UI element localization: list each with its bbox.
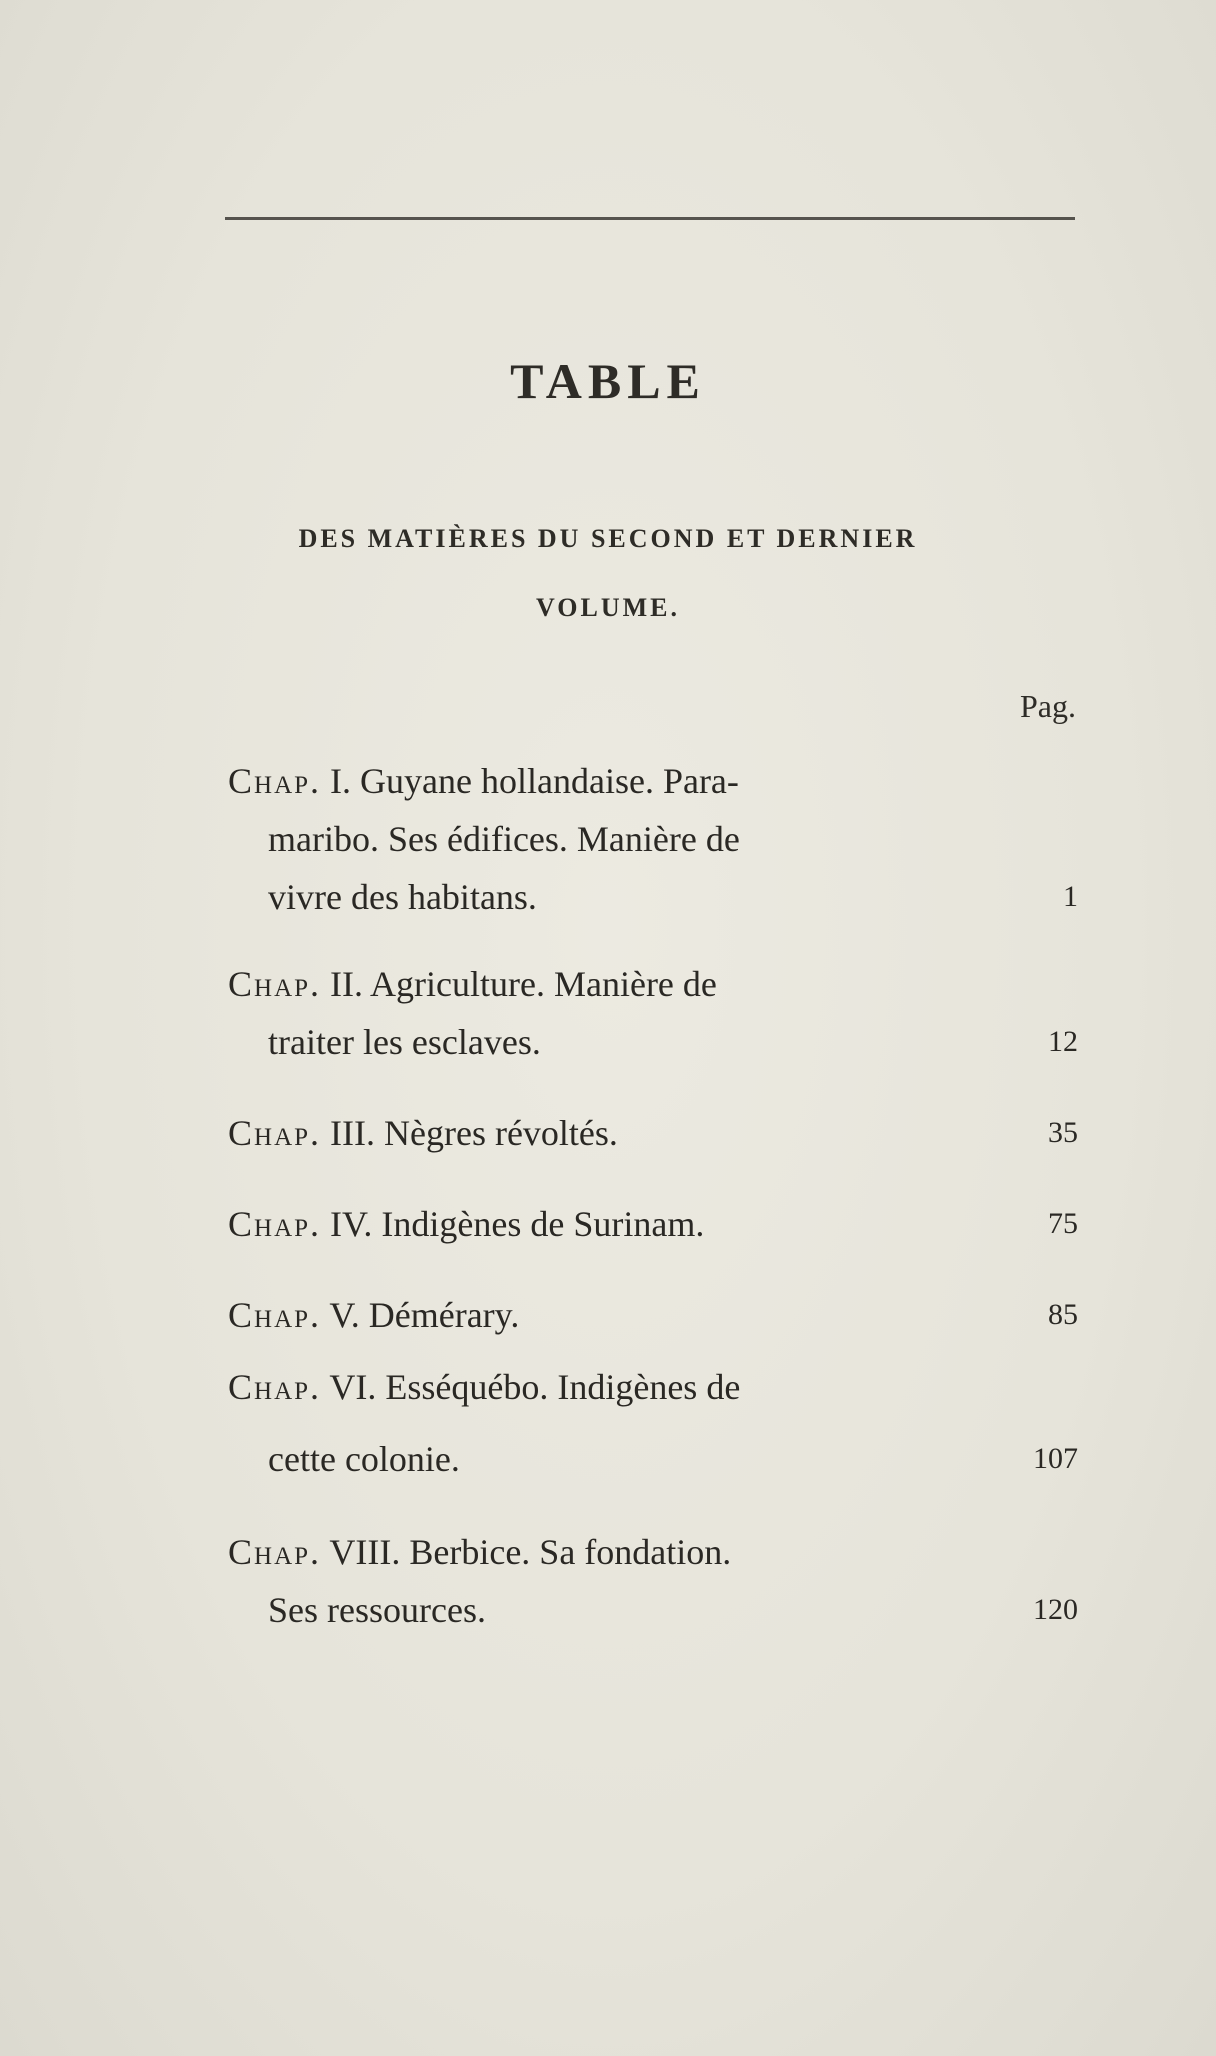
page-number: 1 (1063, 880, 1078, 913)
page-number: 35 (1048, 1116, 1078, 1149)
toc-entry-first-line (228, 1286, 1078, 1344)
chapter-numeral: V. (329, 1295, 360, 1335)
toc-entry (228, 1104, 1078, 1162)
chapter-label: Chap. (228, 1295, 322, 1335)
page-column-label: Pag. (1020, 688, 1076, 724)
toc-entry (228, 1358, 1078, 1488)
chapter-title-line: maribo. Ses édifices. Manière de (268, 819, 740, 859)
chapter-title-line: traiter les esclaves. (268, 1022, 541, 1062)
subtitle-line-2: VOLUME. (536, 593, 680, 622)
toc-entry (228, 752, 1078, 926)
page-number: 75 (1048, 1207, 1078, 1240)
toc-entry-first-line (228, 1358, 1078, 1416)
toc-entry (228, 1523, 1078, 1639)
page-title: TABLE (510, 353, 706, 409)
chapter-title-line: Esséquébo. Indigènes de (385, 1367, 741, 1407)
chapter-title-line: cette colonie. (268, 1439, 460, 1479)
chapter-numeral: II. (330, 964, 364, 1004)
toc-entry-first-line (228, 1104, 1078, 1162)
toc-entry-first-line (228, 752, 1078, 810)
chapter-numeral: IV. (330, 1204, 373, 1244)
chapter-numeral: VIII. (329, 1532, 401, 1572)
chapter-title-line: Démérary. (368, 1295, 520, 1335)
chapter-label: Chap. (228, 964, 322, 1004)
chapter-title-line: vivre des habitans. (268, 877, 537, 917)
top-rule (225, 217, 1075, 220)
page-number: 85 (1048, 1298, 1078, 1331)
toc-entry-first-line (228, 1523, 1078, 1581)
chapter-label: Chap. (228, 1204, 322, 1244)
subtitle-line-1: DES MATIÈRES DU SECOND ET DERNIER (298, 524, 918, 553)
chapter-label: Chap. (228, 1367, 322, 1407)
page-number: 12 (1048, 1025, 1078, 1058)
toc-entry (228, 1286, 1078, 1344)
chapter-title-line: Berbice. Sa fondation. (409, 1532, 732, 1572)
chapter-label: Chap. (228, 1532, 322, 1572)
page-number: 107 (1033, 1442, 1078, 1475)
toc-entry-first-line (228, 1195, 1078, 1253)
toc-entry (228, 955, 1078, 1071)
chapter-numeral: VI. (329, 1367, 377, 1407)
chapter-title-line: Nègres révoltés. (384, 1113, 618, 1153)
chapter-label: Chap. (228, 761, 322, 801)
chapter-title-line: Agriculture. Manière de (370, 964, 717, 1004)
chapter-title-line: Ses ressources. (268, 1590, 486, 1630)
page-number: 120 (1033, 1593, 1078, 1626)
chapter-numeral: III. (330, 1113, 375, 1153)
chapter-title-line: Guyane hollandaise. Para- (360, 761, 739, 801)
toc-entry (228, 1195, 1078, 1253)
toc-entry-first-line (228, 955, 1078, 1013)
chapter-label: Chap. (228, 1113, 322, 1153)
chapter-numeral: I. (330, 761, 352, 801)
chapter-title-line: Indigènes de Surinam. (381, 1204, 705, 1244)
